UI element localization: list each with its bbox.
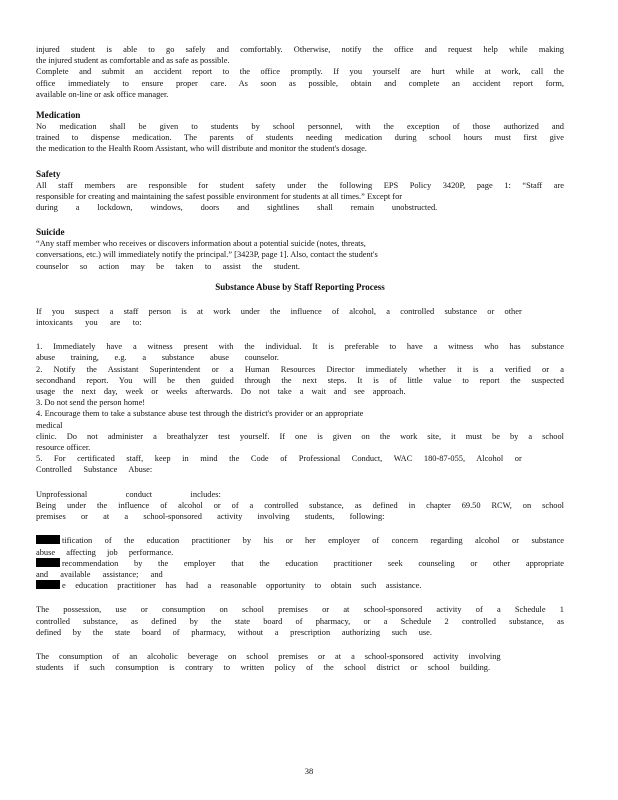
step-line: clinic. Do not administer a breathalyzer test yourself. If one is given on the work site, it must be by a school — [36, 431, 564, 441]
medication-heading: Medication — [36, 110, 81, 121]
step-line: secondhand report. You will be then guided through the next steps. It is of little value to report the suspected — [36, 375, 564, 385]
intro-section — [36, 44, 564, 100]
safety-line: responsible for creating and maintaining the safest possible environment for students at all times.” Except for — [36, 191, 403, 201]
safety-section — [36, 168, 564, 214]
medication-section — [36, 109, 564, 155]
intro-line: injured student is able to go safely and comfortably. Otherwise, notify the office and request help while making — [36, 45, 564, 54]
suicide-line: counselor so action may be taken to assist the student. — [36, 261, 300, 271]
redacted-item-line: and available assistance; and — [36, 569, 163, 579]
redaction-block — [36, 580, 60, 589]
possession-line: controlled substance, as defined by the state board of pharmacy, or a Schedule 2 controlled substance, as — [36, 616, 564, 626]
document-page — [36, 44, 564, 673]
suicide-line: “Any staff member who receives or discovers information about a potential suicide (notes, threats, — [36, 239, 366, 249]
redacted-item-line: tification of the education practitioner by his or her employer of concern regarding alcohol or substance — [36, 535, 564, 546]
step-line: 4. Encourage them to take a substance abuse test through the district's provider or an appropriate medical — [36, 409, 364, 430]
redacted-item-line: recommendation by the employer that the education practitioner seek counseling or other appropriate — [36, 558, 564, 569]
medication-line: the medication to the Health Room Assistant, who will distribute and monitor the student's dosage. — [36, 144, 367, 154]
possession-line: The possession, use or consumption on school premises or at school-sponsored activity of a Schedule 1 — [36, 605, 564, 615]
step-line: 5. For certificated staff, keep in mind the Code of Professional Conduct, WAC 180-87-055, Alcohol or — [36, 454, 522, 464]
intro-line: Complete and submit an accident report to the office promptly. If you yourself are hurt while at work, call the — [36, 67, 564, 77]
step-line: abuse training, e.g. a substance abuse counselor. — [36, 353, 279, 363]
step-line: resource officer. — [36, 443, 91, 453]
redacted-item-line: e education practitioner has had a reasonable opportunity to obtain such assistance. — [36, 580, 421, 591]
unprofessional-line: premises or at a school-sponsored activity involving students, following: — [36, 512, 385, 522]
medication-line: No medication shall be given to students by school personnel, with the exception of those authorized and — [36, 122, 564, 132]
step-line: Controlled Substance Abuse: — [36, 465, 153, 475]
safety-line: during a lockdown, windows, doors and sightlines shall remain unobstructed. — [36, 203, 438, 213]
step-line: 2. Notify the Assistant Superintendent or a Human Resources Director immediately whether it is a verified or a — [36, 364, 564, 374]
redaction-block — [36, 558, 60, 567]
unprofessional-line: Being under the influence of alcohol or of a controlled substance, as defined in chapter 69.50 RCW, on school — [36, 500, 564, 510]
page-number: 38 — [304, 766, 314, 776]
medication-line: trained to dispense medication. The parents of students needing medication during school hours must first give — [36, 133, 564, 143]
step-line: usage the next day, week or weeks afterwards. Do not take a wait and see approach. — [36, 387, 406, 397]
intro-line: available on-line or ask office manager. — [36, 89, 169, 99]
step-line: 3. Do not send the person home! — [36, 398, 146, 408]
suicide-heading: Suicide — [36, 227, 65, 238]
substance-intro-line: If you suspect a staff person is at work under the influence of alcohol, a controlled substance or other — [36, 306, 522, 316]
unprofessional-line: Unprofessional conduct includes: — [36, 489, 221, 499]
consumption-line: students if such consumption is contrary to written policy of the school district or school building. — [36, 663, 491, 673]
consumption-line: The consumption of an alcoholic beverage on school premises or at a school-sponsored activity involving — [36, 651, 501, 661]
intro-line: the injured student as comfortable and as safe as possible. — [36, 56, 230, 66]
redacted-item-line: abuse affecting job performance. — [36, 547, 174, 557]
suicide-line: conversations, etc.) will immediately notify the principal.” [3423P, page 1]. Also, contact the student's — [36, 250, 378, 260]
safety-heading: Safety — [36, 168, 61, 179]
substance-heading: Substance Abuse by Staff Reporting Process — [215, 281, 385, 292]
suicide-section — [36, 226, 564, 272]
possession-line: defined by the state board of pharmacy, without a prescription authorizing such use. — [36, 627, 432, 637]
intro-line: office immediately to ensure proper care. As soon as possible, obtain and complete an accident report form, — [36, 78, 564, 88]
substance-section — [36, 281, 564, 673]
substance-intro-line: intoxicants you are to: — [36, 318, 142, 328]
redaction-block — [36, 535, 60, 544]
safety-line: All staff members are responsible for student safety under the following EPS Policy 3420P, page 1: “Staff are — [36, 180, 564, 190]
step-line: 1. Immediately have a witness present with the individual. It is preferable to have a witness who has substance — [36, 342, 564, 352]
